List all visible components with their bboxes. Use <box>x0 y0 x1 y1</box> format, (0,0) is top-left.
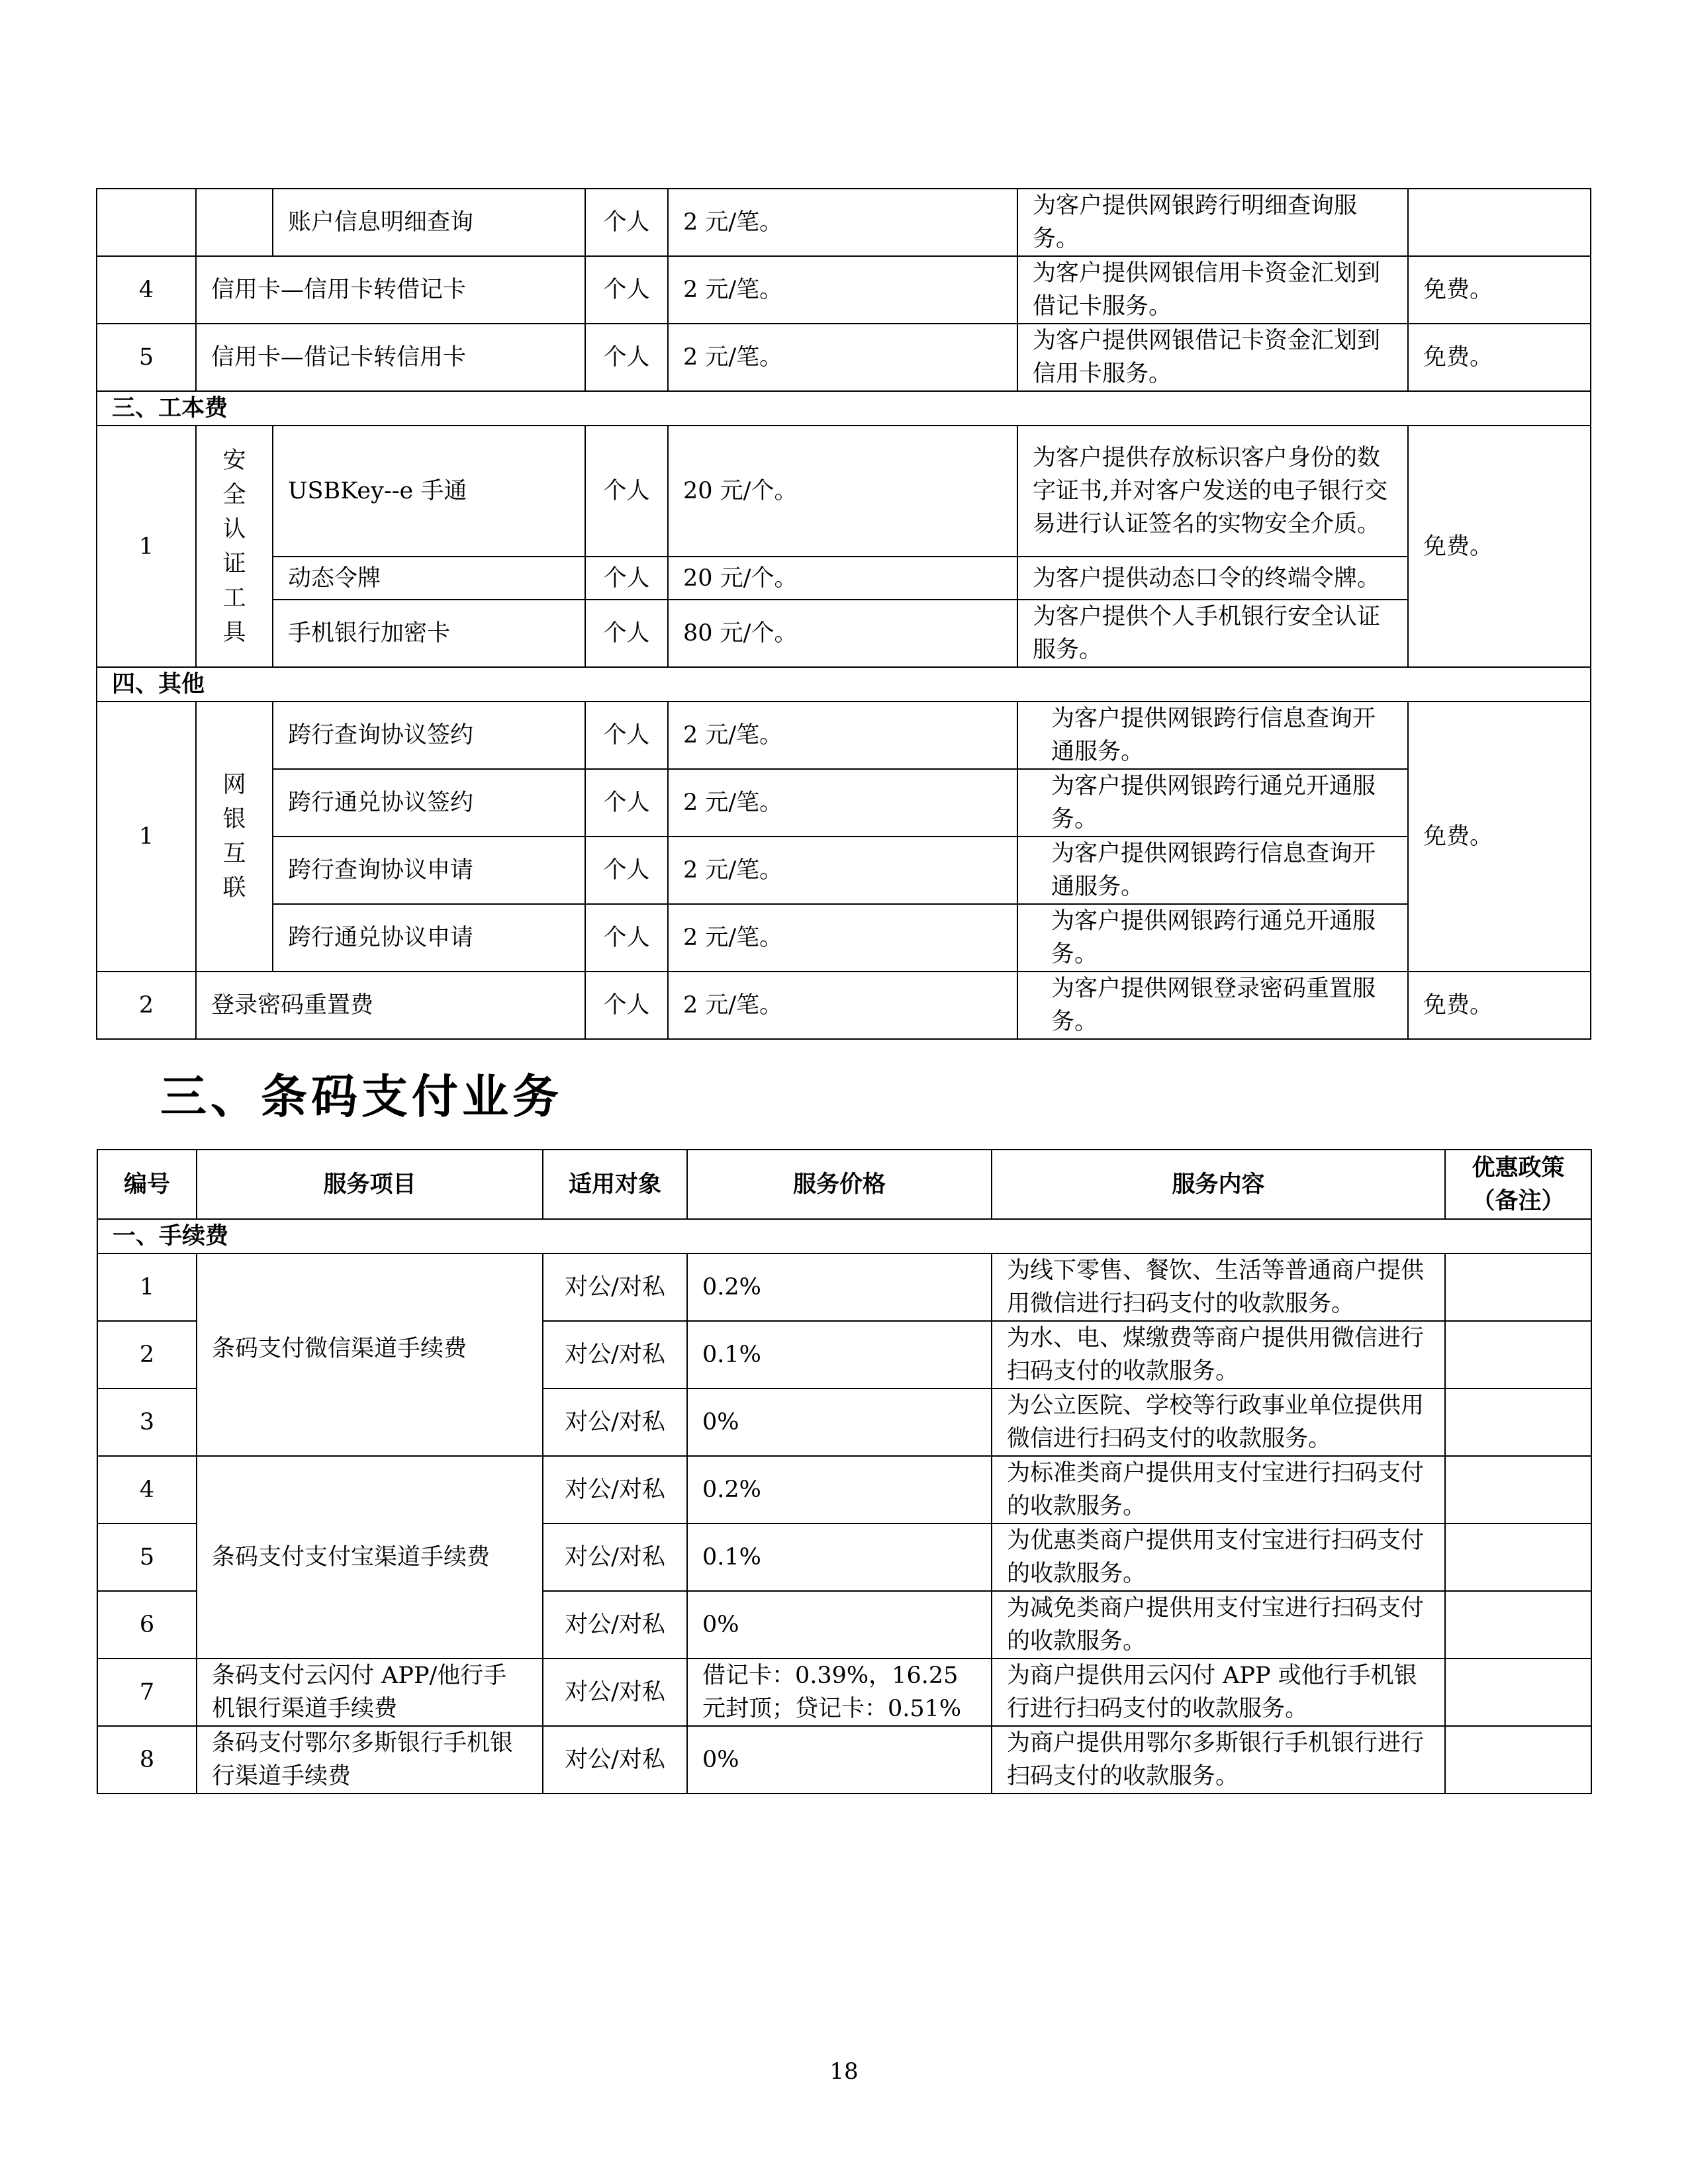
price: 0.1% <box>687 1524 992 1591</box>
row-number: 1 <box>97 702 196 972</box>
price: 2 元/笔。 <box>668 769 1017 837</box>
policy: 免费。 <box>1408 972 1591 1039</box>
price: 2 元/笔。 <box>668 324 1017 391</box>
barcode-payment-table <box>97 1149 1592 1794</box>
price: 0% <box>687 1726 992 1794</box>
target: 对公/对私 <box>543 1524 687 1591</box>
content: 为水、电、煤缴费等商户提供用微信进行扫码支付的收款服务。 <box>992 1321 1445 1388</box>
content: 为客户提供个人手机银行安全认证服务。 <box>1017 600 1408 667</box>
policy: 免费。 <box>1408 426 1591 667</box>
header-item: 服务项目 <box>197 1150 543 1219</box>
target: 个人 <box>585 837 668 904</box>
policy: 免费。 <box>1408 324 1591 391</box>
policy <box>1445 1524 1591 1591</box>
row-number: 5 <box>97 324 196 391</box>
row-number: 6 <box>97 1591 197 1659</box>
price: 2 元/笔。 <box>668 702 1017 769</box>
table-header <box>97 1150 1591 1219</box>
section-title: 四、其他 <box>97 667 1591 702</box>
content: 为客户提供网银跨行明细查询服务。 <box>1017 189 1408 256</box>
price: 0% <box>687 1591 992 1659</box>
price: 0.2% <box>687 1253 992 1321</box>
table-row <box>97 1253 1591 1321</box>
content: 为客户提供网银登录密码重置服务。 <box>1017 972 1408 1039</box>
target: 个人 <box>585 189 668 256</box>
price: 0.1% <box>687 1321 992 1388</box>
policy <box>1445 1388 1591 1456</box>
row-number: 7 <box>97 1659 197 1726</box>
service-item: USBKey--e 手通 <box>273 426 585 557</box>
table-row <box>97 256 1591 324</box>
content: 为线下零售、餐饮、生活等普通商户提供用微信进行扫码支付的收款服务。 <box>992 1253 1445 1321</box>
service-item: 信用卡—信用卡转借记卡 <box>196 256 585 324</box>
row-number: 4 <box>97 256 196 324</box>
target: 对公/对私 <box>543 1659 687 1726</box>
group-label-security-tools: 安 全 认 证 工 具 <box>196 426 273 667</box>
row-number: 8 <box>97 1726 197 1794</box>
policy <box>1408 189 1591 256</box>
header-price: 服务价格 <box>687 1150 992 1219</box>
table-row <box>97 1456 1591 1524</box>
group-label-online-banking-interconnect: 网 银 互 联 <box>196 702 273 972</box>
price: 0% <box>687 1388 992 1456</box>
service-item: 账户信息明细查询 <box>273 189 585 256</box>
section-row <box>97 1219 1591 1253</box>
price: 80 元/个。 <box>668 600 1017 667</box>
price: 0.2% <box>687 1456 992 1524</box>
row-number: 5 <box>97 1524 197 1591</box>
target: 对公/对私 <box>543 1321 687 1388</box>
row-number: 2 <box>97 1321 197 1388</box>
fee-table-continued <box>96 188 1591 1040</box>
header-target: 适用对象 <box>543 1150 687 1219</box>
content: 为减免类商户提供用支付宝进行扫码支付的收款服务。 <box>992 1591 1445 1659</box>
price: 20 元/个。 <box>668 557 1017 600</box>
target: 个人 <box>585 256 668 324</box>
target: 个人 <box>585 324 668 391</box>
price: 2 元/笔。 <box>668 972 1017 1039</box>
content: 为客户提供网银跨行信息查询开通服务。 <box>1017 837 1408 904</box>
content: 为公立医院、学校等行政事业单位提供用微信进行扫码支付的收款服务。 <box>992 1388 1445 1456</box>
policy <box>1445 1591 1591 1659</box>
service-item: 条码支付云闪付 APP/他行手机银行渠道手续费 <box>197 1659 543 1726</box>
target: 个人 <box>585 769 668 837</box>
policy: 免费。 <box>1408 702 1591 972</box>
table-row <box>97 769 1591 837</box>
section-row <box>97 667 1591 702</box>
content: 为客户提供网银信用卡资金汇划到借记卡服务。 <box>1017 256 1408 324</box>
service-item: 跨行通兑协议申请 <box>273 904 585 972</box>
row-number: 2 <box>97 972 196 1039</box>
content: 为客户提供网银跨行信息查询开通服务。 <box>1017 702 1408 769</box>
content: 为标准类商户提供用支付宝进行扫码支付的收款服务。 <box>992 1456 1445 1524</box>
price: 2 元/笔。 <box>668 837 1017 904</box>
service-item: 动态令牌 <box>273 557 585 600</box>
table-row <box>97 702 1591 769</box>
policy <box>1445 1253 1591 1321</box>
target: 个人 <box>585 904 668 972</box>
row-number: 1 <box>97 426 196 667</box>
target: 个人 <box>585 702 668 769</box>
page-number: 18 <box>829 2058 859 2085</box>
section-title: 三、工本费 <box>97 391 1591 426</box>
price: 2 元/笔。 <box>668 256 1017 324</box>
table-row <box>97 324 1591 391</box>
target: 个人 <box>585 426 668 557</box>
content: 为商户提供用鄂尔多斯银行手机银行进行扫码支付的收款服务。 <box>992 1726 1445 1794</box>
header-content: 服务内容 <box>992 1150 1445 1219</box>
policy <box>1445 1321 1591 1388</box>
target: 对公/对私 <box>543 1591 687 1659</box>
target: 对公/对私 <box>543 1388 687 1456</box>
table-row <box>97 972 1591 1039</box>
row-number <box>97 189 196 256</box>
table-row <box>97 904 1591 972</box>
content: 为客户提供网银借记卡资金汇划到信用卡服务。 <box>1017 324 1408 391</box>
section-heading: 三、条码支付业务 <box>160 1069 563 1124</box>
content: 为客户提供存放标识客户身份的数字证书,并对客户发送的电子银行交易进行认证签名的实物安全介质。 <box>1017 426 1408 557</box>
table-row <box>97 557 1591 600</box>
header-no: 编号 <box>97 1150 197 1219</box>
price: 2 元/笔。 <box>668 189 1017 256</box>
table-row <box>97 426 1591 557</box>
target: 对公/对私 <box>543 1726 687 1794</box>
policy <box>1445 1456 1591 1524</box>
service-item: 跨行通兑协议签约 <box>273 769 585 837</box>
target: 个人 <box>585 972 668 1039</box>
content: 为客户提供网银跨行通兑开通服务。 <box>1017 769 1408 837</box>
table-row <box>97 600 1591 667</box>
row-number: 3 <box>97 1388 197 1456</box>
policy <box>1445 1726 1591 1794</box>
service-item: 跨行查询协议申请 <box>273 837 585 904</box>
policy <box>1445 1659 1591 1726</box>
target: 对公/对私 <box>543 1253 687 1321</box>
service-item: 跨行查询协议签约 <box>273 702 585 769</box>
table-row <box>97 837 1591 904</box>
target: 个人 <box>585 600 668 667</box>
section-row <box>97 391 1591 426</box>
table-row <box>97 1659 1591 1726</box>
target: 个人 <box>585 557 668 600</box>
content: 为商户提供用云闪付 APP 或他行手机银行进行扫码支付的收款服务。 <box>992 1659 1445 1726</box>
content: 为优惠类商户提供用支付宝进行扫码支付的收款服务。 <box>992 1524 1445 1591</box>
service-item: 条码支付微信渠道手续费 <box>197 1253 543 1456</box>
table-row <box>97 189 1591 256</box>
service-item: 登录密码重置费 <box>196 972 585 1039</box>
group-cell <box>196 189 273 256</box>
row-number: 4 <box>97 1456 197 1524</box>
header-policy: 优惠政策（备注） <box>1445 1150 1591 1219</box>
target: 对公/对私 <box>543 1456 687 1524</box>
service-item: 信用卡—借记卡转信用卡 <box>196 324 585 391</box>
policy: 免费。 <box>1408 256 1591 324</box>
service-item: 手机银行加密卡 <box>273 600 585 667</box>
service-item: 条码支付鄂尔多斯银行手机银行渠道手续费 <box>197 1726 543 1794</box>
price: 20 元/个。 <box>668 426 1017 557</box>
price: 2 元/笔。 <box>668 904 1017 972</box>
service-item: 条码支付支付宝渠道手续费 <box>197 1456 543 1659</box>
content: 为客户提供网银跨行通兑开通服务。 <box>1017 904 1408 972</box>
content: 为客户提供动态口令的终端令牌。 <box>1017 557 1408 600</box>
row-number: 1 <box>97 1253 197 1321</box>
section-title: 一、手续费 <box>97 1219 1591 1253</box>
price: 借记卡：0.39%，16.25 元封顶；贷记卡：0.51% <box>687 1659 992 1726</box>
table-row <box>97 1726 1591 1794</box>
